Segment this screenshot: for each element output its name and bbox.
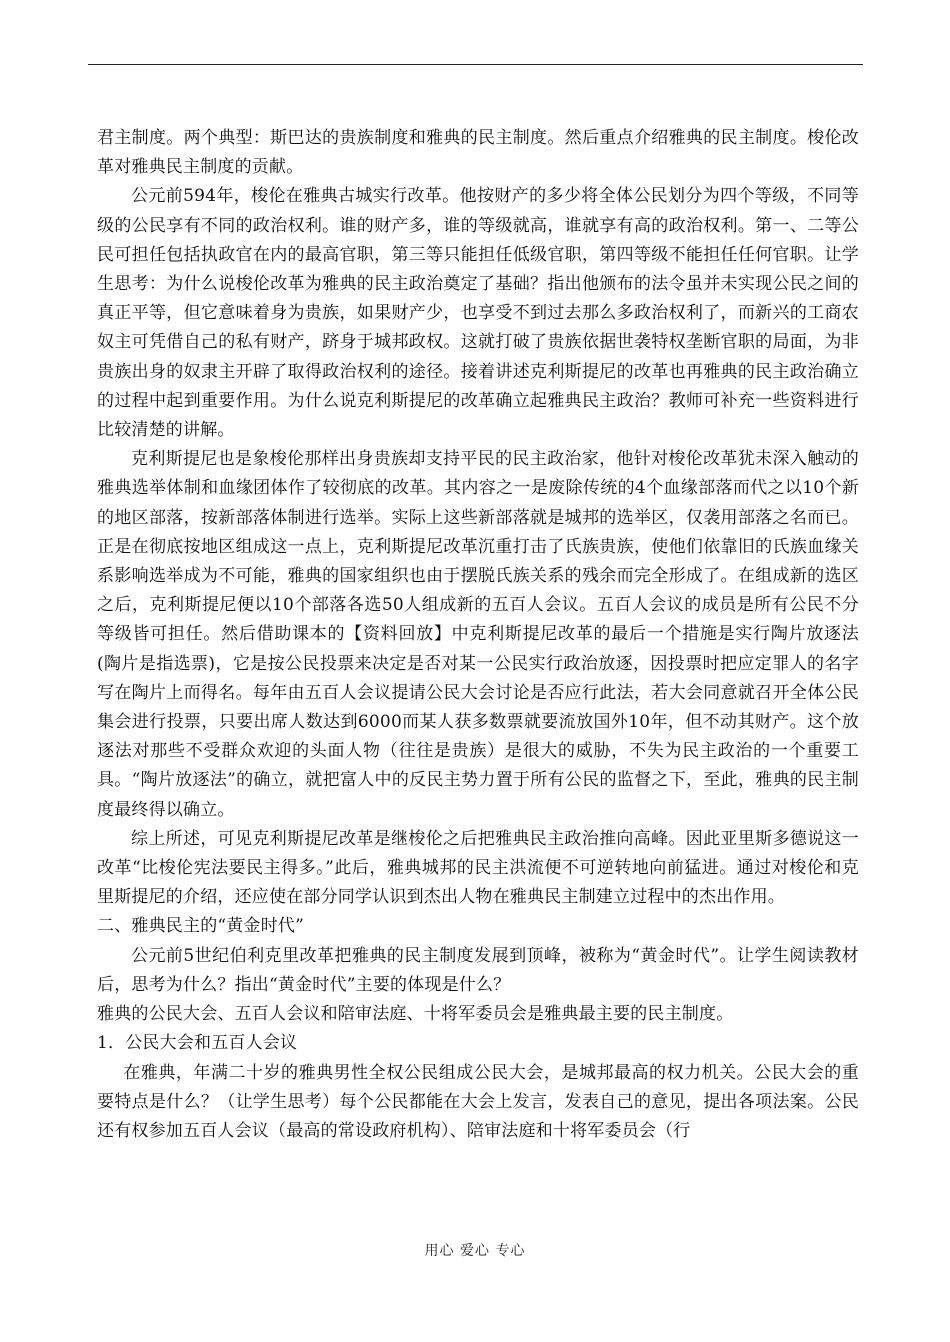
document-body	[97, 124, 859, 1146]
header-rule	[88, 64, 863, 65]
paragraph-4: 综上所述，可见克利斯提尼改革是继梭伦之后把雅典民主政治推向高峰。因此亚里斯多德说这一改革“比梭伦宪法要民主得多。”此后，雅典城邦的民主洪流便不可逆转地向前猛进。通过对梭伦和克里斯提尼的介绍，还应使在部分同学认识到杰出人物在雅典民主制建立过程中的杰出作用。	[97, 828, 859, 908]
paragraph-6: 公元前5世纪伯利克里改革把雅典的民主制度发展到顶峰，被称为“黄金时代”。让学生阅读教材后，思考为什么？指出“黄金时代”主要的体现是什么？	[97, 945, 859, 995]
paragraph-9: 在雅典，年满二十岁的雅典男性全权公民组成公民大会，是城邦最高的权力机关。公民大会的重要特点是什么？（让学生思考）每个公民都能在大会上发言，发表自己的意见，提出各项法案。公民还有权参加五百人会议（最高的常设政府机构）、陪审法庭和十将军委员会（行	[97, 1062, 859, 1141]
paragraph-3: 克利斯提尼也是象梭伦那样出身贵族却支持平民的民主政治家，他针对梭伦改革犹未深入触动的雅典选举体制和血缘团体作了较彻底的改革。其内容之一是废除传统的4个血缘部落而代之以10个新的地区部落，按新部落体制进行选举。实际上这些新部落就是城邦的选举区，仅袭用部落之名而已。正是在彻底按地区组成这一点上，克利斯提尼改革沉重打击了氏族贵族，使他们依靠旧的氏族血缘关系影响选举成为不可能，雅典的国家组织也由于摆脱氏族关系的残余而完全形成了。在组成新的选区之后，克利斯提尼便以10个部落各选50人组成新的五百人会议。五百人会议的成员是所有公民不分等级皆可担任。然后借助课本的【资料回放】中克利斯提尼改革的最后一个措施是实行陶片放逐法(陶片是指选票)，它是按公民投票来决定是否对某一公民实行政治放逐，因投票时把应定罪人的名字写在陶片上而得名。每年由五百人会议提请公民大会讨论是否应行此法，若大会同意就召开全体公民集会进行投票，只要出席人数达到6000而某人获多数票就要流放国外10年，但不动其财产。这个放逐法对那些不受群众欢迎的头面人物（往往是贵族）是很大的威胁，不失为民主政治的一个重要工具。“陶片放逐法”的确立，就把富人中的反民主势力置于所有公民的监督之下，至此，雅典的民主制度最终得以确立。	[97, 449, 859, 820]
paragraph-2: 公元前594年，梭伦在雅典古城实行改革。他按财产的多少将全体公民划分为四个等级，不同等级的公民享有不同的政治权利。谁的财产多，谁的等级就高，谁就享有高的政治权利。第一、二等公民可担任包括执政官在内的最高官职，第三等只能担任低级官职，第四等级不能担任任何官职。让学生思考：为什么说梭伦改革为雅典的民主政治奠定了基础？指出他颁布的法令虽并未实现公民之间的真正平等，但它意味着身为贵族，如果财产少，也享受不到过去那么多政治权利了，而新兴的工商农奴主可凭借自己的私有财产，跻身于城邦政权。这就打破了贵族依据世袭特权垄断官职的局面，为非贵族出身的奴隶主开辟了取得政治权利的途径。接着讲述克利斯提尼的改革也再雅典的民主政治确立的过程中起到重要作用。为什么说克利斯提尼的改革确立起雅典民主政治？教师可补充一些资料进行比较清楚的讲解。	[97, 186, 859, 441]
paragraph-7: 雅典的公民大会、五百人会议和陪审法庭、十将军委员会是雅典最主要的民主制度。	[97, 1004, 734, 1025]
page-footer: 用心 爱心 专心	[424, 1243, 526, 1259]
section-heading-golden-age: 二、雅典民主的“黄金时代”	[97, 916, 304, 937]
paragraph-1: 君主制度。两个典型：斯巴达的贵族制度和雅典的民主制度。然后重点介绍雅典的民主制度。梭伦改革对雅典民主制度的贡献。	[97, 128, 859, 178]
subsection-heading-assembly: 1．公民大会和五百人会议	[97, 1033, 298, 1054]
